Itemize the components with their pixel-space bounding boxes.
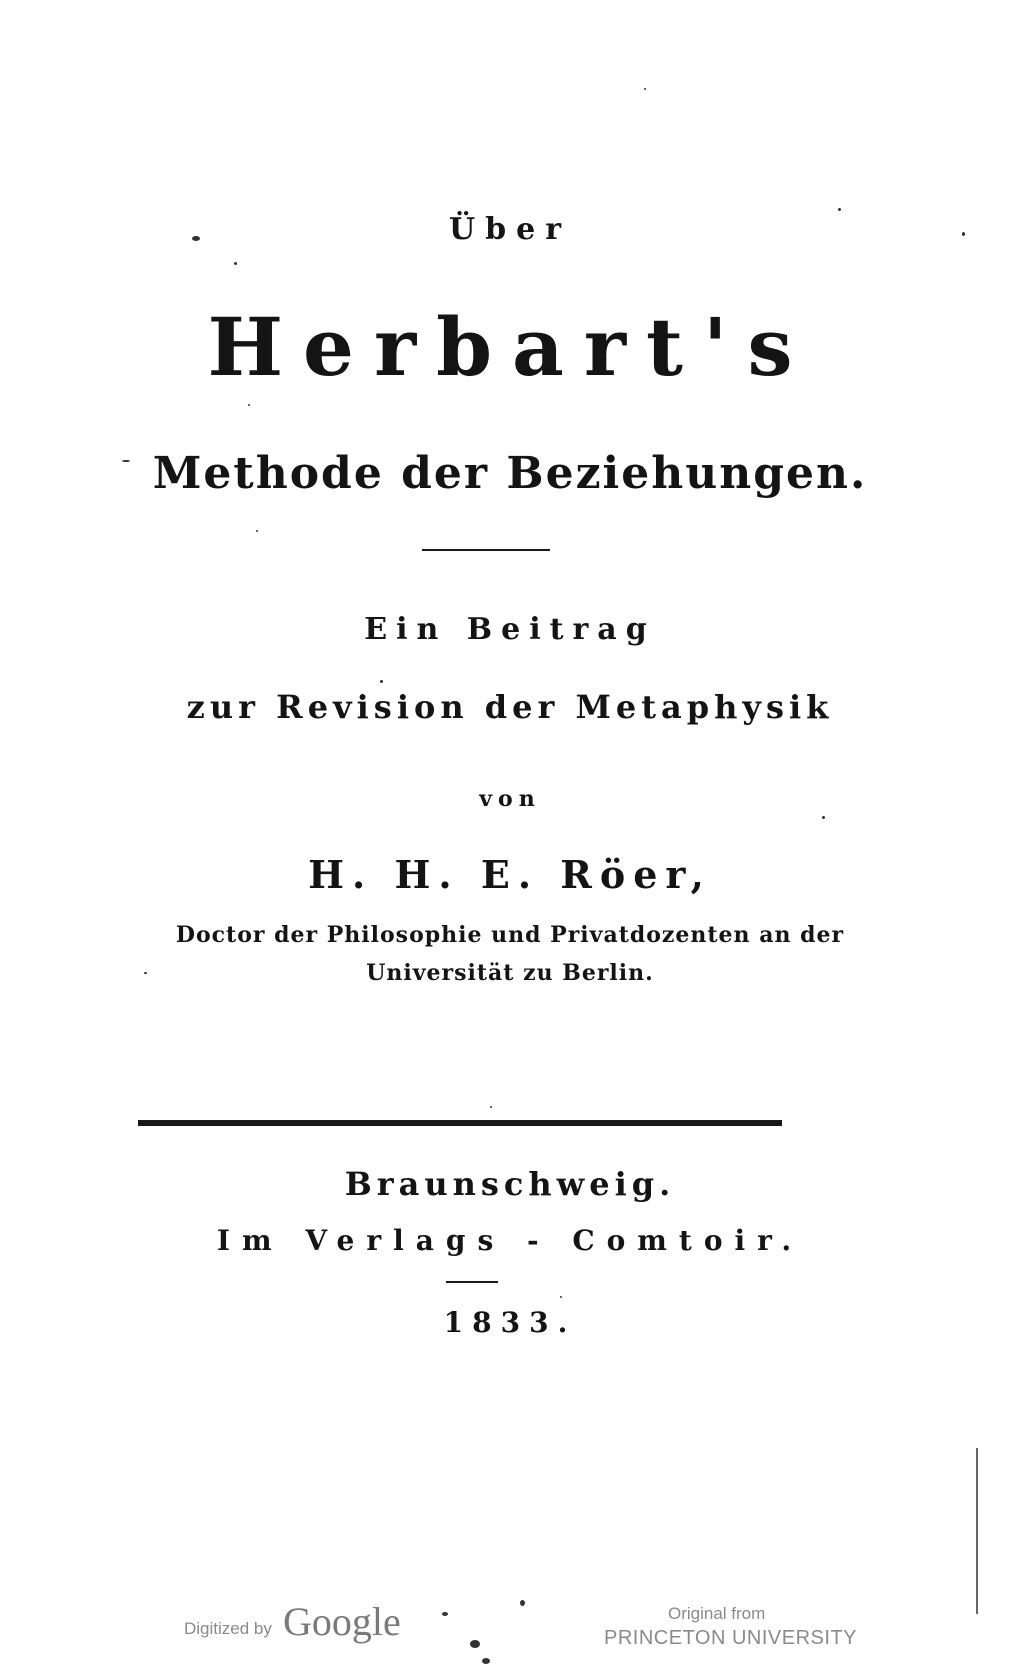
scan-speck: [644, 88, 646, 90]
scan-speck: [560, 1296, 562, 1298]
scan-edge-line: [976, 1448, 978, 1614]
scan-speck: [962, 232, 965, 236]
revision-line: zur Revision der Metaphysik: [186, 688, 834, 726]
publisher-line: Im Verlags - Comtoir.: [216, 1224, 804, 1257]
scan-speck: [248, 404, 250, 406]
scan-speck: [256, 530, 258, 532]
publication-city: Braunschweig.: [344, 1165, 676, 1203]
scan-speck: [442, 1612, 448, 1616]
scan-speck: [520, 1600, 525, 1606]
scan-speck: [234, 262, 237, 265]
thick-divider: [138, 1120, 782, 1126]
institution-name: PRINCETON UNIVERSITY: [604, 1627, 857, 1649]
year-divider: [446, 1281, 498, 1283]
publication-year: 1833.: [443, 1306, 577, 1339]
short-divider: [422, 549, 550, 551]
book-title: Herbart's: [207, 300, 813, 394]
scan-speck: [380, 680, 383, 683]
scan-speck: [144, 972, 147, 974]
ueber-label: Über: [448, 212, 572, 247]
digitized-by-label: Digitized by: [184, 1619, 272, 1638]
scan-speck: [122, 460, 130, 462]
scan-speck: [192, 236, 200, 241]
author-name: H. H. E. Röer,: [308, 852, 712, 897]
scan-speck: [822, 816, 825, 819]
author-affiliation: Universität zu Berlin.: [366, 960, 654, 986]
scan-speck: [490, 1106, 492, 1108]
book-subtitle: Methode der Beziehungen.: [152, 448, 868, 499]
original-from-label: Original from: [668, 1604, 766, 1623]
scan-speck: [470, 1640, 480, 1648]
contribution-line: Ein Beitrag: [364, 612, 656, 647]
author-title-line: Doctor der Philosophie und Privatdozenten an der: [175, 922, 845, 948]
scan-speck: [838, 208, 841, 211]
scan-speck: [482, 1658, 490, 1664]
von-label: von: [479, 786, 541, 812]
google-logo: Google: [283, 1599, 401, 1644]
